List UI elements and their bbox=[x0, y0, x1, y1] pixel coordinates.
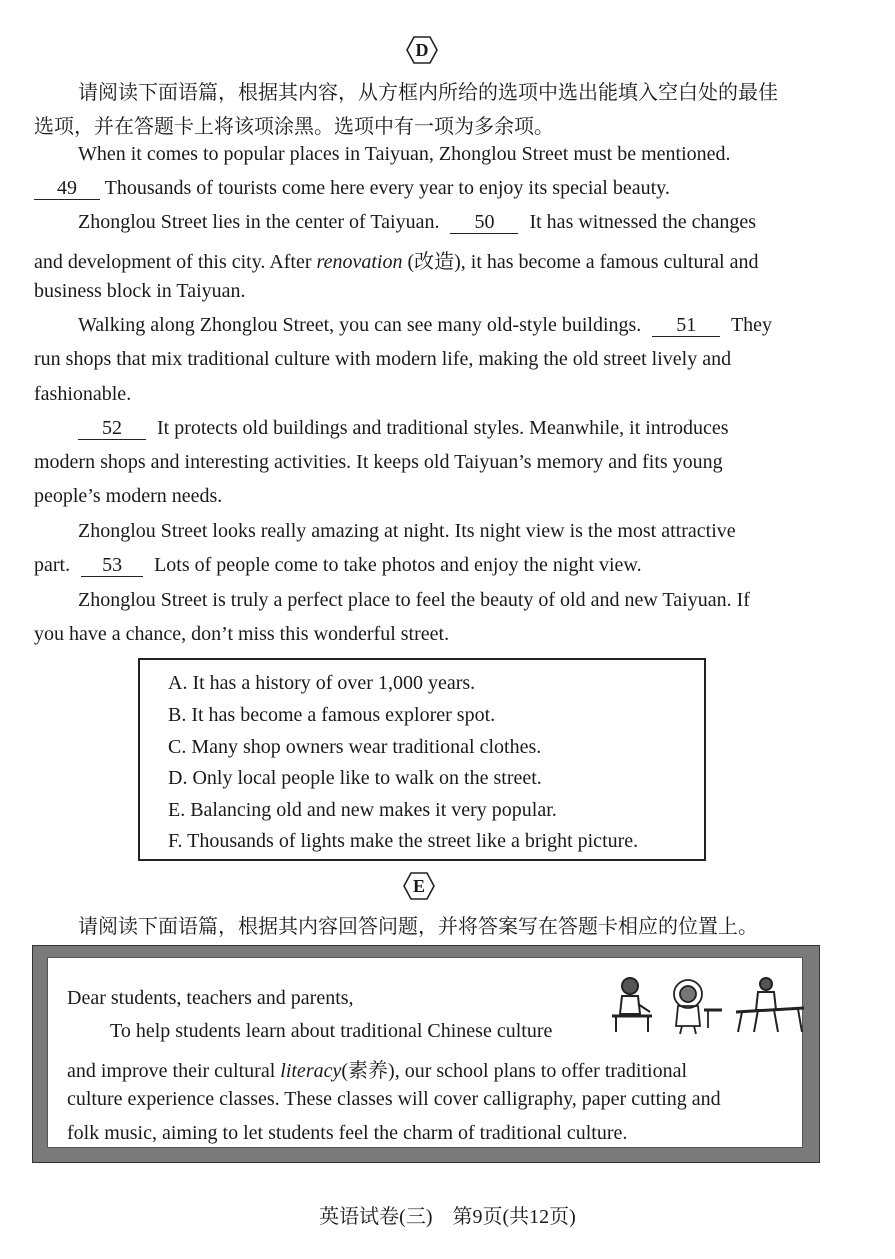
paragraph-6-line1: Zhonglou Street is truly a perfect place to feel the beauty of old and new Taiyuan. If bbox=[78, 589, 750, 611]
option-b[interactable]: B. It has become a famous explorer spot. bbox=[168, 704, 496, 726]
blank-52[interactable]: 52 bbox=[78, 417, 146, 440]
paragraph-3-text-b: They bbox=[730, 314, 773, 336]
option-e[interactable]: E. Balancing old and new makes it very popular. bbox=[168, 799, 557, 821]
notice-line2-a: and improve their cultural bbox=[67, 1060, 276, 1082]
paragraph-1-line1: When it comes to popular places in Taiyuan, Zhonglou Street must be mentioned. bbox=[78, 143, 731, 165]
option-a[interactable]: A. It has a history of over 1,000 years. bbox=[168, 672, 476, 694]
option-d[interactable]: D. Only local people like to walk on the street. bbox=[168, 767, 542, 789]
blank-50[interactable]: 50 bbox=[450, 211, 518, 234]
notice-line1: To help students learn about traditional Chinese culture bbox=[110, 1020, 553, 1042]
renovation-word: renovation bbox=[316, 251, 403, 273]
paragraph-2-text-c: and development of this city. After bbox=[34, 251, 312, 273]
paragraph-3-text-a: Walking along Zhonglou Street, you can see many old-style buildings. bbox=[78, 314, 642, 336]
blank-49[interactable]: 49 bbox=[34, 177, 100, 200]
paragraph-2-text-a: Zhonglou Street lies in the center of Taiyuan. bbox=[78, 211, 440, 233]
option-f[interactable]: F. Thousands of lights make the street like a bright picture. bbox=[168, 830, 639, 852]
paragraph-3-line3: fashionable. bbox=[34, 383, 132, 405]
paragraph-1-text: Thousands of tourists come here every year to enjoy its special beauty. bbox=[104, 177, 670, 199]
notice-line2 bbox=[67, 1054, 687, 1083]
paragraph-2-text-b: It has witnessed the changes bbox=[529, 211, 757, 233]
section-e-marker: E bbox=[403, 872, 435, 900]
literacy-word: literacy bbox=[280, 1060, 342, 1082]
notice-line2-b: , our school plans to offer traditional bbox=[394, 1060, 688, 1082]
culture-activities-illustration bbox=[608, 976, 808, 1038]
paragraph-4-text-a: It protects old buildings and traditional styles. Meanwhile, it introduces bbox=[157, 417, 729, 439]
paragraph-4-line2: modern shops and interesting activities. It keeps old Taiyuan’s memory and fits young bbox=[34, 451, 723, 473]
renovation-gloss: (改造) bbox=[407, 251, 461, 273]
literacy-gloss: (素养) bbox=[341, 1060, 395, 1082]
paragraph-3-line2: run shops that mix traditional culture with modern life, making the old street lively and bbox=[34, 348, 732, 370]
notice-greeting: Dear students, teachers and parents, bbox=[67, 987, 354, 1009]
paragraph-2-line1 bbox=[78, 211, 756, 234]
notice-line3: culture experience classes. These classes will cover calligraphy, paper cutting and bbox=[67, 1088, 721, 1110]
blank-53[interactable]: 53 bbox=[81, 554, 143, 577]
page-footer: 英语试卷(三) 第9页(共12页) bbox=[319, 1206, 576, 1228]
paper-cutting-figure-icon bbox=[674, 980, 722, 1034]
paragraph-5-line2 bbox=[34, 554, 642, 577]
paragraph-2-line2 bbox=[34, 245, 758, 274]
paragraph-1-line2 bbox=[34, 177, 670, 200]
instruction-d-line2: 选项，并在答题卡上将该项涂黑。选项中有一项为多余项。 bbox=[34, 116, 554, 138]
paragraph-3-line1 bbox=[78, 314, 772, 337]
notice-line4: folk music, aiming to let students feel the charm of traditional culture. bbox=[67, 1122, 628, 1144]
paragraph-5-text-b: Lots of people come to take photos and enjoy the night view. bbox=[154, 554, 642, 576]
paragraph-4-line3: people’s modern needs. bbox=[34, 485, 223, 507]
options-box bbox=[138, 658, 706, 861]
instruction-d-line1: 请阅读下面语篇，根据其内容，从方框内所给的选项中选出能填入空白处的最佳 bbox=[78, 82, 778, 104]
option-c[interactable]: C. Many shop owners wear traditional clothes. bbox=[168, 736, 542, 758]
paragraph-2-text-d: , it has become a famous cultural and bbox=[460, 251, 759, 273]
instruction-e: 请阅读下面语篇，根据其内容回答问题，并将答案写在答题卡相应的位置上。 bbox=[78, 916, 758, 938]
calligraphy-figure-icon bbox=[612, 978, 652, 1032]
notice-panel bbox=[47, 957, 803, 1148]
paragraph-6-line2: you have a chance, don’t miss this wonderful street. bbox=[34, 623, 450, 645]
paragraph-2-line3: business block in Taiyuan. bbox=[34, 280, 246, 302]
paragraph-5-line1: Zhonglou Street looks really amazing at night. Its night view is the most attractive bbox=[78, 520, 736, 542]
paragraph-5-text-a: part. bbox=[34, 554, 71, 576]
notice-frame bbox=[32, 945, 820, 1163]
section-d-marker: D bbox=[406, 36, 438, 64]
paragraph-4-line1 bbox=[78, 417, 729, 440]
folk-music-figure-icon bbox=[736, 978, 804, 1032]
blank-51[interactable]: 51 bbox=[652, 314, 720, 337]
